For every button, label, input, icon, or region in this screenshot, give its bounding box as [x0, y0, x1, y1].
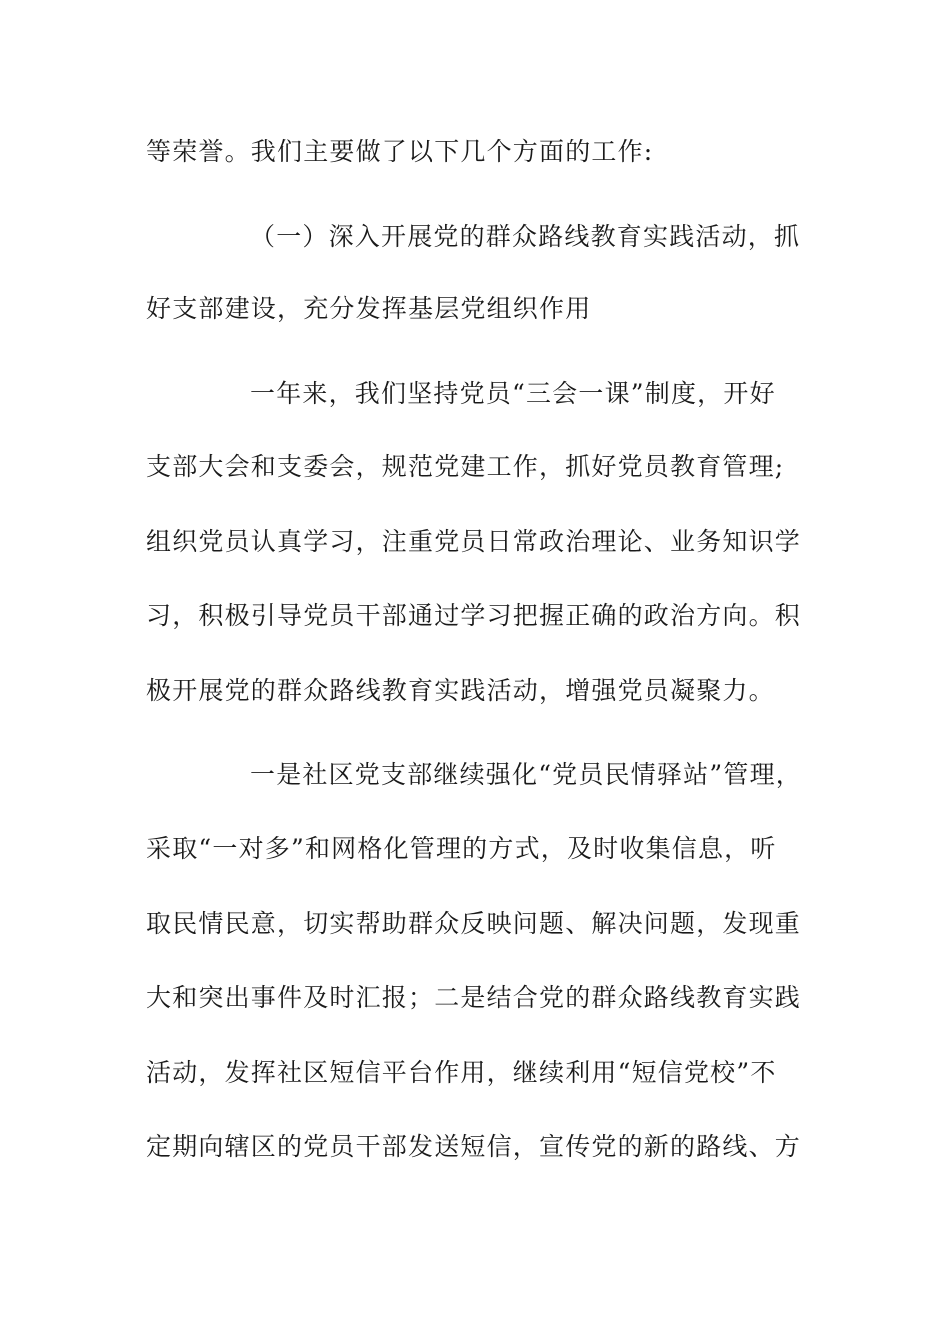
- text-line: 极开展党的群众路线教育实践活动，增强党员凝聚力。: [146, 676, 775, 705]
- section-heading-line: （一）深入开展党的群众路线教育实践活动，抓: [250, 222, 801, 251]
- text-line: 采取“一对多”和网格化管理的方式，及时收集信息，听: [146, 834, 777, 863]
- section-heading-line: 好支部建设，充分发挥基层党组织作用: [146, 294, 592, 323]
- text-line: 习，积极引导党员干部通过学习把握正确的政治方向。积: [146, 601, 802, 630]
- text-line: 定期向辖区的党员干部发送短信，宣传党的新的路线、方: [146, 1132, 802, 1161]
- text-line: 组织党员认真学习，注重党员日常政治理论、业务知识学: [146, 527, 802, 556]
- text-line: 取民情民意，切实帮助群众反映问题、解决问题，发现重: [146, 909, 802, 938]
- text-line: 支部大会和支委会，规范党建工作，抓好党员教育管理;: [146, 452, 785, 481]
- text-line: 活动，发挥社区短信平台作用，继续利用“短信党校”不: [146, 1058, 777, 1087]
- text-line: 等荣誉。我们主要做了以下几个方面的工作:: [146, 137, 654, 166]
- text-line: 大和突出事件及时汇报；二是结合党的群众路线教育实践: [146, 983, 802, 1012]
- text-line: 一年来，我们坚持党员“三会一课”制度，开好: [250, 379, 776, 408]
- text-line: 一是社区党支部继续强化“党员民情驿站”管理，: [250, 760, 802, 789]
